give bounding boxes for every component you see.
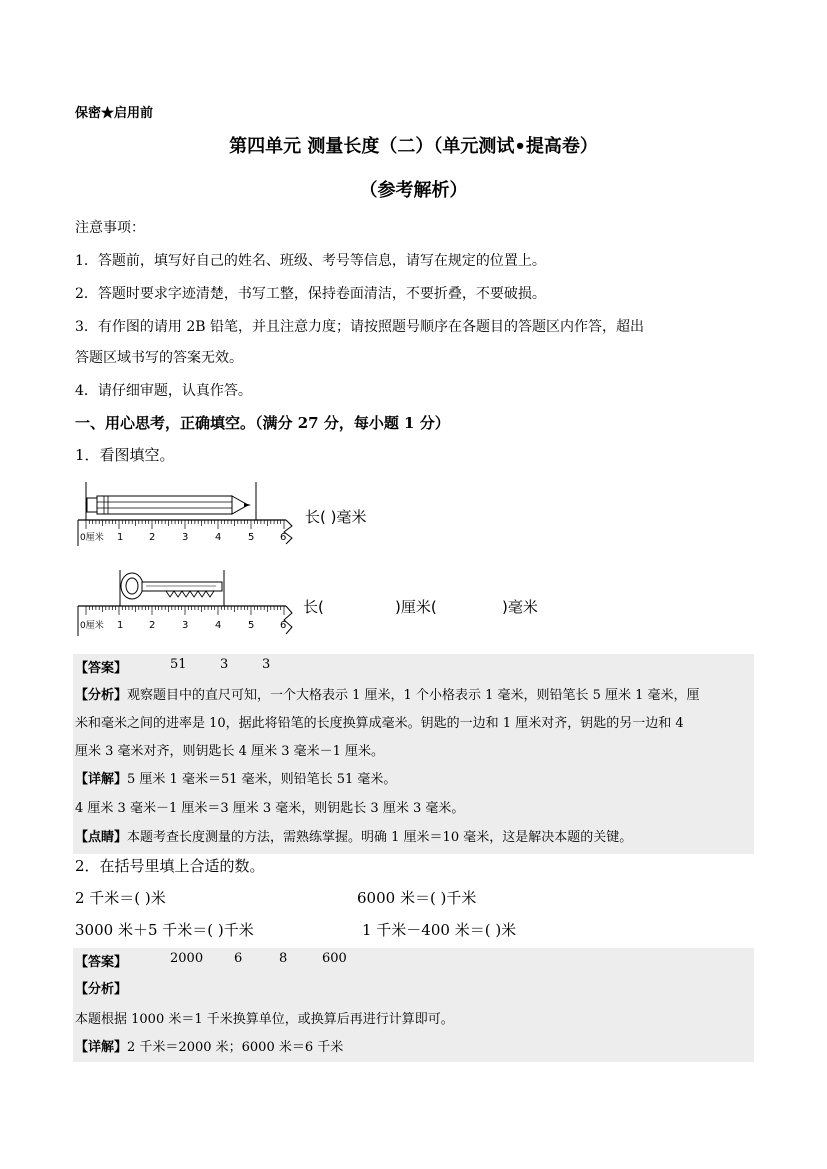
ruler-label-1: 1 [117,620,124,631]
q2-row1-right: 6000 米＝( )千米 [357,889,477,907]
comment-line [75,826,632,845]
analysis-line-3: 厘米 3 毫米对齐，则钥匙长 4 厘米 3 毫米－1 厘米。 [75,744,385,759]
answer-label: 【答案】 [75,955,128,970]
ruler-label-1: 1 [117,532,124,543]
answer-value-4: 600 [322,951,347,966]
page-subtitle: （参考解析） [359,180,468,201]
answer-label: 【答案】 [75,661,128,676]
notice-item-3: 3．有作图的请用 2B 铅笔，并且注意力度；请按照题号顺序在各题目的答题区内作答，超出 [75,319,645,335]
q2-row2-left: 3000 米＋5 千米＝( )千米 [75,921,254,939]
ruler-label-0: 0厘米 [80,533,104,543]
comment-label: 【点睛】 [75,830,128,845]
section-heading: 一、用心思考，正确填空。（满分 27 分，每小题 1 分） [75,414,450,432]
detail-line [75,1036,343,1055]
pencil-length-blank: 长( )毫米 [305,508,367,526]
pencil-icon [87,496,251,514]
notice-item-1: 1．答题前，填写好自己的姓名、班级、考号等信息，请写在规定的位置上。 [75,253,546,269]
comment-text: 本题考查长度测量的方法，需熟练掌握。明确 1 厘米＝10 毫米，这是解决本题的关键。 [127,830,633,845]
detail-label: 【详解】 [75,772,128,787]
answer-value-3: 3 [262,657,271,672]
detail-text: 2 千米＝2000 米；6000 米＝6 千米 [127,1040,344,1055]
answer-value-2: 6 [234,951,243,966]
q2-row2-right: 1 千米－400 米＝( )米 [362,921,517,939]
ruler-label-2: 2 [149,620,156,631]
notice-heading: 注意事项： [75,220,145,236]
ruler-label-6: 6 [280,620,287,631]
question-1-prompt: 1．看图填空。 [75,446,175,464]
key-length-blank-mm: )厘米( [395,598,437,616]
analysis-text: 观察题目中的直尺可知，一个大格表示 1 厘米，1 个小格表示 1 毫米，则铅笔长 5 厘米 1 毫米，厘 [127,688,700,703]
key-length-unit: )毫米 [502,598,538,616]
answer-value-2: 3 [220,657,229,672]
detail-label: 【详解】 [75,1040,128,1055]
ruler-label-3: 3 [182,620,189,631]
analysis-label: 【分析】 [75,982,128,997]
page-title: 第四单元 测量长度（二）（单元测试•提高卷） [229,136,598,157]
secret-label: 保密★启用前 [75,106,154,121]
detail-line-2: 4 厘米 3 毫米－1 厘米＝3 厘米 3 毫米，则钥匙长 3 厘米 3 毫米。 [75,801,465,816]
notice-item-4: 4．请仔细审题，认真作答。 [75,383,252,399]
ruler-label-4: 4 [215,620,222,631]
key-ruler-figure [76,568,296,640]
detail-line-1 [75,768,396,787]
question-2-prompt: 2．在括号里填上合适的数。 [75,857,265,875]
pencil-ruler-figure [76,478,296,550]
answer-value-3: 8 [279,951,288,966]
notice-item-3-cont: 答题区域书写的答案无效。 [75,350,243,366]
q2-row1-left: 2 千米＝( )米 [75,889,166,907]
ruler-label-5: 5 [248,532,255,543]
ruler-label-0: 0厘米 [80,621,104,631]
analysis-line-2: 米和毫米之间的进率是 10，据此将铅笔的长度换算成毫米。钥匙的一边和 1 厘米对齐，钥匙的另一边和 4 [75,716,684,731]
analysis-label: 【分析】 [75,688,128,703]
answer-value-1: 2000 [170,951,204,966]
ruler-label-6: 6 [280,532,287,543]
key-length-blank-cm: 长( [303,598,324,616]
analysis-text: 本题根据 1000 米＝1 千米换算单位，或换算后再进行计算即可。 [75,1012,454,1027]
ruler-label-2: 2 [149,532,156,543]
analysis-line-1 [75,684,700,703]
notice-item-2: 2．答题时要求字迹清楚，书写工整，保持卷面清洁，不要折叠，不要破损。 [75,286,546,302]
answer-value-1: 51 [170,657,187,672]
ruler-label-5: 5 [248,620,255,631]
ruler-label-4: 4 [215,532,222,543]
detail-text: 5 厘米 1 毫米＝51 毫米，则铅笔长 51 毫米。 [127,772,397,787]
ruler-label-3: 3 [182,532,189,543]
key-icon [121,573,222,599]
